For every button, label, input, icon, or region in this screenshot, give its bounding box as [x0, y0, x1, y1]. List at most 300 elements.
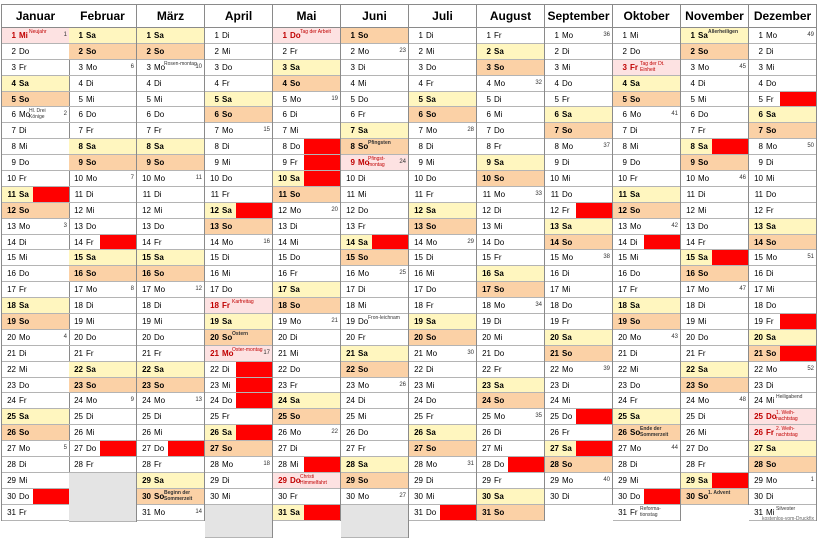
day-cell[interactable] [477, 314, 544, 330]
day-cell[interactable] [477, 362, 544, 378]
day-cell[interactable] [273, 92, 340, 108]
day-cell[interactable] [477, 250, 544, 266]
day-cell[interactable] [613, 298, 680, 314]
day-cell[interactable] [273, 282, 340, 298]
day-cell[interactable] [273, 219, 340, 235]
day-cell[interactable] [2, 203, 69, 219]
day-cell[interactable] [273, 28, 340, 44]
day-cell[interactable] [341, 171, 408, 187]
day-cell[interactable] [273, 44, 340, 60]
day-cell[interactable] [613, 139, 680, 155]
day-cell[interactable] [681, 314, 748, 330]
day-cell[interactable] [273, 235, 340, 251]
day-cell[interactable] [545, 330, 612, 346]
day-cell[interactable] [137, 330, 204, 346]
day-cell[interactable] [681, 473, 748, 489]
day-cell[interactable] [477, 60, 544, 76]
day-cell[interactable] [545, 107, 612, 123]
day-cell[interactable] [681, 489, 748, 505]
day-cell[interactable] [613, 457, 680, 473]
day-cell[interactable] [409, 473, 476, 489]
day-cell[interactable] [749, 393, 816, 409]
day-cell[interactable] [205, 441, 272, 457]
day-cell[interactable] [2, 409, 69, 425]
day-cell[interactable] [137, 235, 204, 251]
day-cell[interactable] [749, 409, 816, 425]
day-cell[interactable] [205, 298, 272, 314]
day-cell[interactable] [545, 378, 612, 394]
day-cell[interactable] [2, 473, 69, 489]
day-cell[interactable] [409, 60, 476, 76]
day-cell[interactable] [545, 393, 612, 409]
day-cell[interactable] [477, 203, 544, 219]
day-cell[interactable] [545, 266, 612, 282]
day-cell[interactable] [137, 378, 204, 394]
day-cell[interactable] [341, 155, 408, 171]
day-cell[interactable] [681, 44, 748, 60]
day-cell[interactable] [69, 92, 136, 108]
day-cell[interactable] [749, 107, 816, 123]
day-cell[interactable] [137, 203, 204, 219]
day-cell[interactable] [273, 505, 340, 521]
day-cell[interactable] [681, 76, 748, 92]
day-cell[interactable] [613, 330, 680, 346]
day-cell[interactable] [273, 393, 340, 409]
day-cell[interactable] [477, 473, 544, 489]
day-cell[interactable] [749, 362, 816, 378]
day-cell[interactable] [613, 282, 680, 298]
day-cell[interactable] [477, 266, 544, 282]
day-cell[interactable] [137, 123, 204, 139]
day-cell[interactable] [205, 187, 272, 203]
day-cell[interactable] [341, 489, 408, 505]
day-cell[interactable] [477, 409, 544, 425]
day-cell[interactable] [205, 155, 272, 171]
day-cell[interactable] [69, 330, 136, 346]
day-cell[interactable] [2, 187, 69, 203]
day-cell[interactable] [69, 44, 136, 60]
day-cell[interactable] [749, 457, 816, 473]
day-cell[interactable] [409, 298, 476, 314]
day-cell[interactable] [2, 441, 69, 457]
day-cell[interactable] [341, 314, 408, 330]
day-cell[interactable] [2, 330, 69, 346]
day-cell[interactable] [613, 362, 680, 378]
day-cell[interactable] [2, 235, 69, 251]
day-cell[interactable] [341, 425, 408, 441]
day-cell[interactable] [681, 139, 748, 155]
day-cell[interactable] [2, 28, 69, 44]
day-cell[interactable] [69, 457, 136, 473]
day-cell[interactable] [545, 155, 612, 171]
day-cell[interactable] [137, 44, 204, 60]
day-cell[interactable] [613, 235, 680, 251]
day-cell[interactable] [409, 235, 476, 251]
day-cell[interactable] [69, 378, 136, 394]
day-cell[interactable] [341, 235, 408, 251]
day-cell[interactable] [409, 155, 476, 171]
day-cell[interactable] [137, 282, 204, 298]
day-cell[interactable] [613, 378, 680, 394]
day-cell[interactable] [477, 378, 544, 394]
day-cell[interactable] [409, 139, 476, 155]
day-cell[interactable] [545, 346, 612, 362]
day-cell[interactable] [205, 457, 272, 473]
day-cell[interactable] [69, 155, 136, 171]
day-cell[interactable] [137, 298, 204, 314]
day-cell[interactable] [205, 28, 272, 44]
day-cell[interactable] [613, 92, 680, 108]
day-cell[interactable] [2, 314, 69, 330]
day-cell[interactable] [273, 139, 340, 155]
day-cell[interactable] [477, 139, 544, 155]
day-cell[interactable] [205, 171, 272, 187]
day-cell[interactable] [341, 282, 408, 298]
day-cell[interactable] [205, 235, 272, 251]
day-cell[interactable] [205, 250, 272, 266]
day-cell[interactable] [409, 393, 476, 409]
day-cell[interactable] [545, 76, 612, 92]
day-cell[interactable] [341, 28, 408, 44]
day-cell[interactable] [545, 44, 612, 60]
day-cell[interactable] [545, 92, 612, 108]
day-cell[interactable] [681, 28, 748, 44]
day-cell[interactable] [477, 171, 544, 187]
day-cell[interactable] [341, 76, 408, 92]
day-cell[interactable] [681, 441, 748, 457]
day-cell[interactable] [341, 298, 408, 314]
day-cell[interactable] [477, 28, 544, 44]
day-cell[interactable] [409, 123, 476, 139]
day-cell[interactable] [137, 187, 204, 203]
day-cell[interactable] [545, 314, 612, 330]
day-cell[interactable] [681, 346, 748, 362]
day-cell[interactable] [681, 60, 748, 76]
day-cell[interactable] [137, 473, 204, 489]
day-cell[interactable] [2, 44, 69, 60]
day-cell[interactable] [681, 107, 748, 123]
day-cell[interactable] [749, 346, 816, 362]
day-cell[interactable] [341, 441, 408, 457]
day-cell[interactable] [2, 155, 69, 171]
day-cell[interactable] [205, 362, 272, 378]
day-cell[interactable] [681, 203, 748, 219]
day-cell[interactable] [545, 489, 612, 505]
day-cell[interactable] [477, 425, 544, 441]
day-cell[interactable] [409, 107, 476, 123]
day-cell[interactable] [545, 171, 612, 187]
day-cell[interactable] [409, 250, 476, 266]
day-cell[interactable] [409, 187, 476, 203]
day-cell[interactable] [205, 203, 272, 219]
day-cell[interactable] [613, 203, 680, 219]
day-cell[interactable] [749, 219, 816, 235]
day-cell[interactable] [205, 330, 272, 346]
day-cell[interactable] [205, 409, 272, 425]
day-cell[interactable] [69, 346, 136, 362]
day-cell[interactable] [69, 235, 136, 251]
day-cell[interactable] [2, 457, 69, 473]
day-cell[interactable] [409, 362, 476, 378]
day-cell[interactable] [2, 92, 69, 108]
day-cell[interactable] [341, 330, 408, 346]
day-cell[interactable] [341, 92, 408, 108]
day-cell[interactable] [477, 76, 544, 92]
day-cell[interactable] [273, 187, 340, 203]
day-cell[interactable] [681, 425, 748, 441]
day-cell[interactable] [273, 76, 340, 92]
day-cell[interactable] [477, 441, 544, 457]
day-cell[interactable] [69, 60, 136, 76]
day-cell[interactable] [409, 266, 476, 282]
day-cell[interactable] [545, 139, 612, 155]
day-cell[interactable] [2, 362, 69, 378]
day-cell[interactable] [477, 393, 544, 409]
day-cell[interactable] [681, 362, 748, 378]
day-cell[interactable] [205, 473, 272, 489]
day-cell[interactable] [409, 378, 476, 394]
day-cell[interactable] [613, 60, 680, 76]
day-cell[interactable] [545, 203, 612, 219]
day-cell[interactable] [409, 346, 476, 362]
day-cell[interactable] [477, 330, 544, 346]
day-cell[interactable] [137, 266, 204, 282]
day-cell[interactable] [681, 298, 748, 314]
day-cell[interactable] [69, 314, 136, 330]
day-cell[interactable] [409, 203, 476, 219]
day-cell[interactable] [2, 250, 69, 266]
day-cell[interactable] [341, 219, 408, 235]
day-cell[interactable] [205, 425, 272, 441]
day-cell[interactable] [205, 107, 272, 123]
day-cell[interactable] [137, 171, 204, 187]
day-cell[interactable] [273, 441, 340, 457]
day-cell[interactable] [477, 155, 544, 171]
day-cell[interactable] [205, 489, 272, 505]
day-cell[interactable] [341, 457, 408, 473]
day-cell[interactable] [681, 282, 748, 298]
day-cell[interactable] [749, 441, 816, 457]
day-cell[interactable] [273, 266, 340, 282]
day-cell[interactable] [2, 393, 69, 409]
day-cell[interactable] [205, 92, 272, 108]
day-cell[interactable] [69, 282, 136, 298]
day-cell[interactable] [613, 28, 680, 44]
day-cell[interactable] [749, 282, 816, 298]
day-cell[interactable] [545, 123, 612, 139]
day-cell[interactable] [749, 330, 816, 346]
day-cell[interactable] [137, 28, 204, 44]
day-cell[interactable] [69, 250, 136, 266]
day-cell[interactable] [205, 346, 272, 362]
day-cell[interactable] [749, 92, 816, 108]
day-cell[interactable] [273, 457, 340, 473]
day-cell[interactable] [613, 250, 680, 266]
day-cell[interactable] [749, 44, 816, 60]
day-cell[interactable] [409, 409, 476, 425]
day-cell[interactable] [273, 362, 340, 378]
day-cell[interactable] [137, 139, 204, 155]
day-cell[interactable] [681, 266, 748, 282]
day-cell[interactable] [273, 203, 340, 219]
day-cell[interactable] [2, 219, 69, 235]
day-cell[interactable] [2, 139, 69, 155]
day-cell[interactable] [273, 250, 340, 266]
day-cell[interactable] [273, 107, 340, 123]
day-cell[interactable] [205, 282, 272, 298]
day-cell[interactable] [137, 505, 204, 521]
day-cell[interactable] [477, 107, 544, 123]
day-cell[interactable] [273, 489, 340, 505]
day-cell[interactable] [273, 155, 340, 171]
day-cell[interactable] [749, 250, 816, 266]
day-cell[interactable] [2, 266, 69, 282]
day-cell[interactable] [341, 187, 408, 203]
day-cell[interactable] [69, 393, 136, 409]
day-cell[interactable] [69, 441, 136, 457]
day-cell[interactable] [341, 409, 408, 425]
day-cell[interactable] [545, 250, 612, 266]
day-cell[interactable] [2, 378, 69, 394]
day-cell[interactable] [749, 155, 816, 171]
day-cell[interactable] [613, 473, 680, 489]
day-cell[interactable] [2, 425, 69, 441]
day-cell[interactable] [681, 330, 748, 346]
day-cell[interactable] [69, 171, 136, 187]
day-cell[interactable] [545, 425, 612, 441]
day-cell[interactable] [137, 489, 204, 505]
day-cell[interactable] [273, 298, 340, 314]
day-cell[interactable] [2, 76, 69, 92]
day-cell[interactable] [409, 425, 476, 441]
day-cell[interactable] [477, 187, 544, 203]
day-cell[interactable] [749, 425, 816, 441]
day-cell[interactable] [545, 362, 612, 378]
day-cell[interactable] [409, 505, 476, 521]
day-cell[interactable] [137, 314, 204, 330]
day-cell[interactable] [137, 107, 204, 123]
day-cell[interactable] [681, 378, 748, 394]
day-cell[interactable] [749, 489, 816, 505]
day-cell[interactable] [273, 314, 340, 330]
day-cell[interactable] [205, 76, 272, 92]
day-cell[interactable] [409, 92, 476, 108]
day-cell[interactable] [69, 362, 136, 378]
day-cell[interactable] [613, 505, 680, 521]
day-cell[interactable] [409, 219, 476, 235]
day-cell[interactable] [613, 346, 680, 362]
day-cell[interactable] [273, 346, 340, 362]
day-cell[interactable] [341, 60, 408, 76]
day-cell[interactable] [749, 473, 816, 489]
day-cell[interactable] [69, 107, 136, 123]
day-cell[interactable] [613, 76, 680, 92]
day-cell[interactable] [613, 393, 680, 409]
day-cell[interactable] [409, 28, 476, 44]
day-cell[interactable] [205, 266, 272, 282]
day-cell[interactable] [681, 250, 748, 266]
day-cell[interactable] [545, 457, 612, 473]
day-cell[interactable] [137, 76, 204, 92]
day-cell[interactable] [273, 171, 340, 187]
day-cell[interactable] [613, 314, 680, 330]
day-cell[interactable] [613, 219, 680, 235]
day-cell[interactable] [137, 155, 204, 171]
day-cell[interactable] [681, 187, 748, 203]
day-cell[interactable] [681, 171, 748, 187]
day-cell[interactable] [545, 282, 612, 298]
day-cell[interactable] [137, 346, 204, 362]
day-cell[interactable] [749, 76, 816, 92]
day-cell[interactable] [137, 393, 204, 409]
day-cell[interactable] [409, 76, 476, 92]
day-cell[interactable] [273, 378, 340, 394]
day-cell[interactable] [409, 441, 476, 457]
day-cell[interactable] [409, 171, 476, 187]
day-cell[interactable] [2, 171, 69, 187]
day-cell[interactable] [2, 282, 69, 298]
day-cell[interactable] [69, 28, 136, 44]
day-cell[interactable] [681, 123, 748, 139]
day-cell[interactable] [69, 266, 136, 282]
day-cell[interactable] [613, 107, 680, 123]
day-cell[interactable] [137, 92, 204, 108]
day-cell[interactable] [69, 203, 136, 219]
day-cell[interactable] [545, 298, 612, 314]
day-cell[interactable] [341, 44, 408, 60]
day-cell[interactable] [613, 171, 680, 187]
day-cell[interactable] [205, 44, 272, 60]
day-cell[interactable] [477, 92, 544, 108]
day-cell[interactable] [545, 473, 612, 489]
day-cell[interactable] [273, 425, 340, 441]
day-cell[interactable] [613, 489, 680, 505]
day-cell[interactable] [273, 409, 340, 425]
day-cell[interactable] [749, 171, 816, 187]
day-cell[interactable] [205, 60, 272, 76]
day-cell[interactable] [273, 123, 340, 139]
day-cell[interactable] [613, 425, 680, 441]
day-cell[interactable] [2, 346, 69, 362]
day-cell[interactable] [341, 203, 408, 219]
day-cell[interactable] [613, 441, 680, 457]
day-cell[interactable] [477, 235, 544, 251]
day-cell[interactable] [2, 60, 69, 76]
day-cell[interactable] [477, 282, 544, 298]
day-cell[interactable] [545, 409, 612, 425]
day-cell[interactable] [681, 235, 748, 251]
day-cell[interactable] [69, 219, 136, 235]
day-cell[interactable] [273, 330, 340, 346]
day-cell[interactable] [2, 489, 69, 505]
day-cell[interactable] [477, 489, 544, 505]
day-cell[interactable] [69, 139, 136, 155]
day-cell[interactable] [681, 393, 748, 409]
day-cell[interactable] [749, 298, 816, 314]
day-cell[interactable] [137, 409, 204, 425]
day-cell[interactable] [341, 362, 408, 378]
day-cell[interactable] [681, 219, 748, 235]
day-cell[interactable] [477, 219, 544, 235]
day-cell[interactable] [409, 457, 476, 473]
day-cell[interactable] [545, 235, 612, 251]
day-cell[interactable] [749, 314, 816, 330]
day-cell[interactable] [749, 123, 816, 139]
day-cell[interactable] [749, 28, 816, 44]
day-cell[interactable] [681, 409, 748, 425]
day-cell[interactable] [341, 250, 408, 266]
day-cell[interactable] [69, 298, 136, 314]
